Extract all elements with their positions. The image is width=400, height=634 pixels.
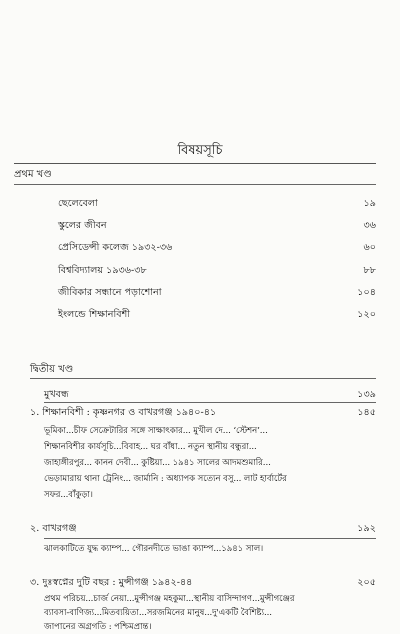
chapter2-divider xyxy=(44,538,376,539)
chapter-page: ১৪৫ xyxy=(357,407,376,418)
toc-entry-page: ৩৬ xyxy=(363,220,376,231)
toc-entry-title: ছেলেবেলা xyxy=(58,198,98,209)
chapter-summary-line: ভূমিকা...চীফ সেক্রেটারির সঙ্গে সাক্ষাৎকার... মুখীল দে... ‘স্টেশন’... xyxy=(44,426,268,436)
part2-label: দ্বিতীয় খণ্ড xyxy=(30,364,74,375)
chapter-summary-line: ঝালকাটিতে যুদ্ধ ক্যাম্প... গৌরনদীতে ভাঙা ক্যাম্প...১৯৪১ সাল। xyxy=(44,544,264,554)
chapter-title: ৩. দুঃস্বপ্নের দুটি বছর : মুন্সীগঞ্জ ১৯৪২-৪৪ xyxy=(30,577,193,588)
chapter-summary-line: জাহাঙ্গীরপুর... কানন দেবী... কুষ্টিয়া... ১৯৪১ সালের আদমশুমারি... xyxy=(44,458,271,468)
chapter-page: ২০৫ xyxy=(357,577,376,588)
chapter-summary-line: শিক্ষানবিশীর কার্যসূচি...বিবাহ... ঘর বাঁধা... নতুন স্থানীয় বন্ধুরা... xyxy=(44,442,257,452)
chapter-summary-line: ব্যাবসা-বাণিজ্য...মিতব্যয়িতা...সরজমিনের মানুষ...দু'একটি বৈশিষ্ট্য... xyxy=(44,608,272,618)
toc-title: বিষয়সূচি xyxy=(177,143,223,158)
preface-divider xyxy=(44,402,376,403)
chapter-summary-line: ভেড়ামারায় থানা ট্রেনিং... জার্মানি : অধ্যাপক সত্যেন বসু... লাট হার্বার্টের xyxy=(44,474,287,484)
part2-divider xyxy=(30,378,376,379)
chapter-title: ১. শিক্ষানবিশী : কৃষ্ণনগর ও বাখরগঞ্জ ১৯৪০-৪১ xyxy=(30,407,217,418)
toc-entry-title: বিশ্ববিদ্যালয় ১৯৩৬-৩৮ xyxy=(58,265,147,276)
preface-title: মুখবন্ধ xyxy=(44,389,69,400)
toc-entry-page: ১৯ xyxy=(363,198,376,209)
toc-entry-page: ৮৮ xyxy=(363,265,376,276)
toc-entry-page: ৬০ xyxy=(363,242,376,253)
title-divider xyxy=(14,163,376,164)
toc-entry-title: জীবিকার সন্ধানে পড়াশোনা xyxy=(58,287,162,298)
toc-entry-page: ১২০ xyxy=(357,309,376,320)
part1-divider xyxy=(14,184,376,185)
toc-entry-title: প্রেসিডেন্সী কলেজ ১৯৩২-৩৬ xyxy=(58,242,173,253)
chapter-summary-line: প্রথম পরিচয়...চার্জ নেয়া...মুন্সীগঞ্জ মহকুমা...স্থানীয় বাসিন্দাগণ...মুন্সীগঞ্জের xyxy=(44,594,295,604)
preface-page: ১৩৯ xyxy=(357,389,376,400)
toc-entry-title: ইংলন্ডে শিক্ষানবিশী xyxy=(58,309,131,320)
toc-entry-page: ১০৪ xyxy=(357,287,376,298)
chapter-summary-line: সফর...বাঁকুড়া। xyxy=(44,490,93,500)
chapter-summary-line: জাপানের অগ্রগতি : পশ্চিমপ্রান্ত। xyxy=(44,622,152,632)
toc-entry-title: স্কুলের জীবন xyxy=(58,220,107,231)
chapter-page: ১৯২ xyxy=(357,523,376,534)
chapter-title: ২. বাখরগঞ্জ xyxy=(30,523,77,534)
part1-label: প্রথম খণ্ড xyxy=(14,169,52,180)
